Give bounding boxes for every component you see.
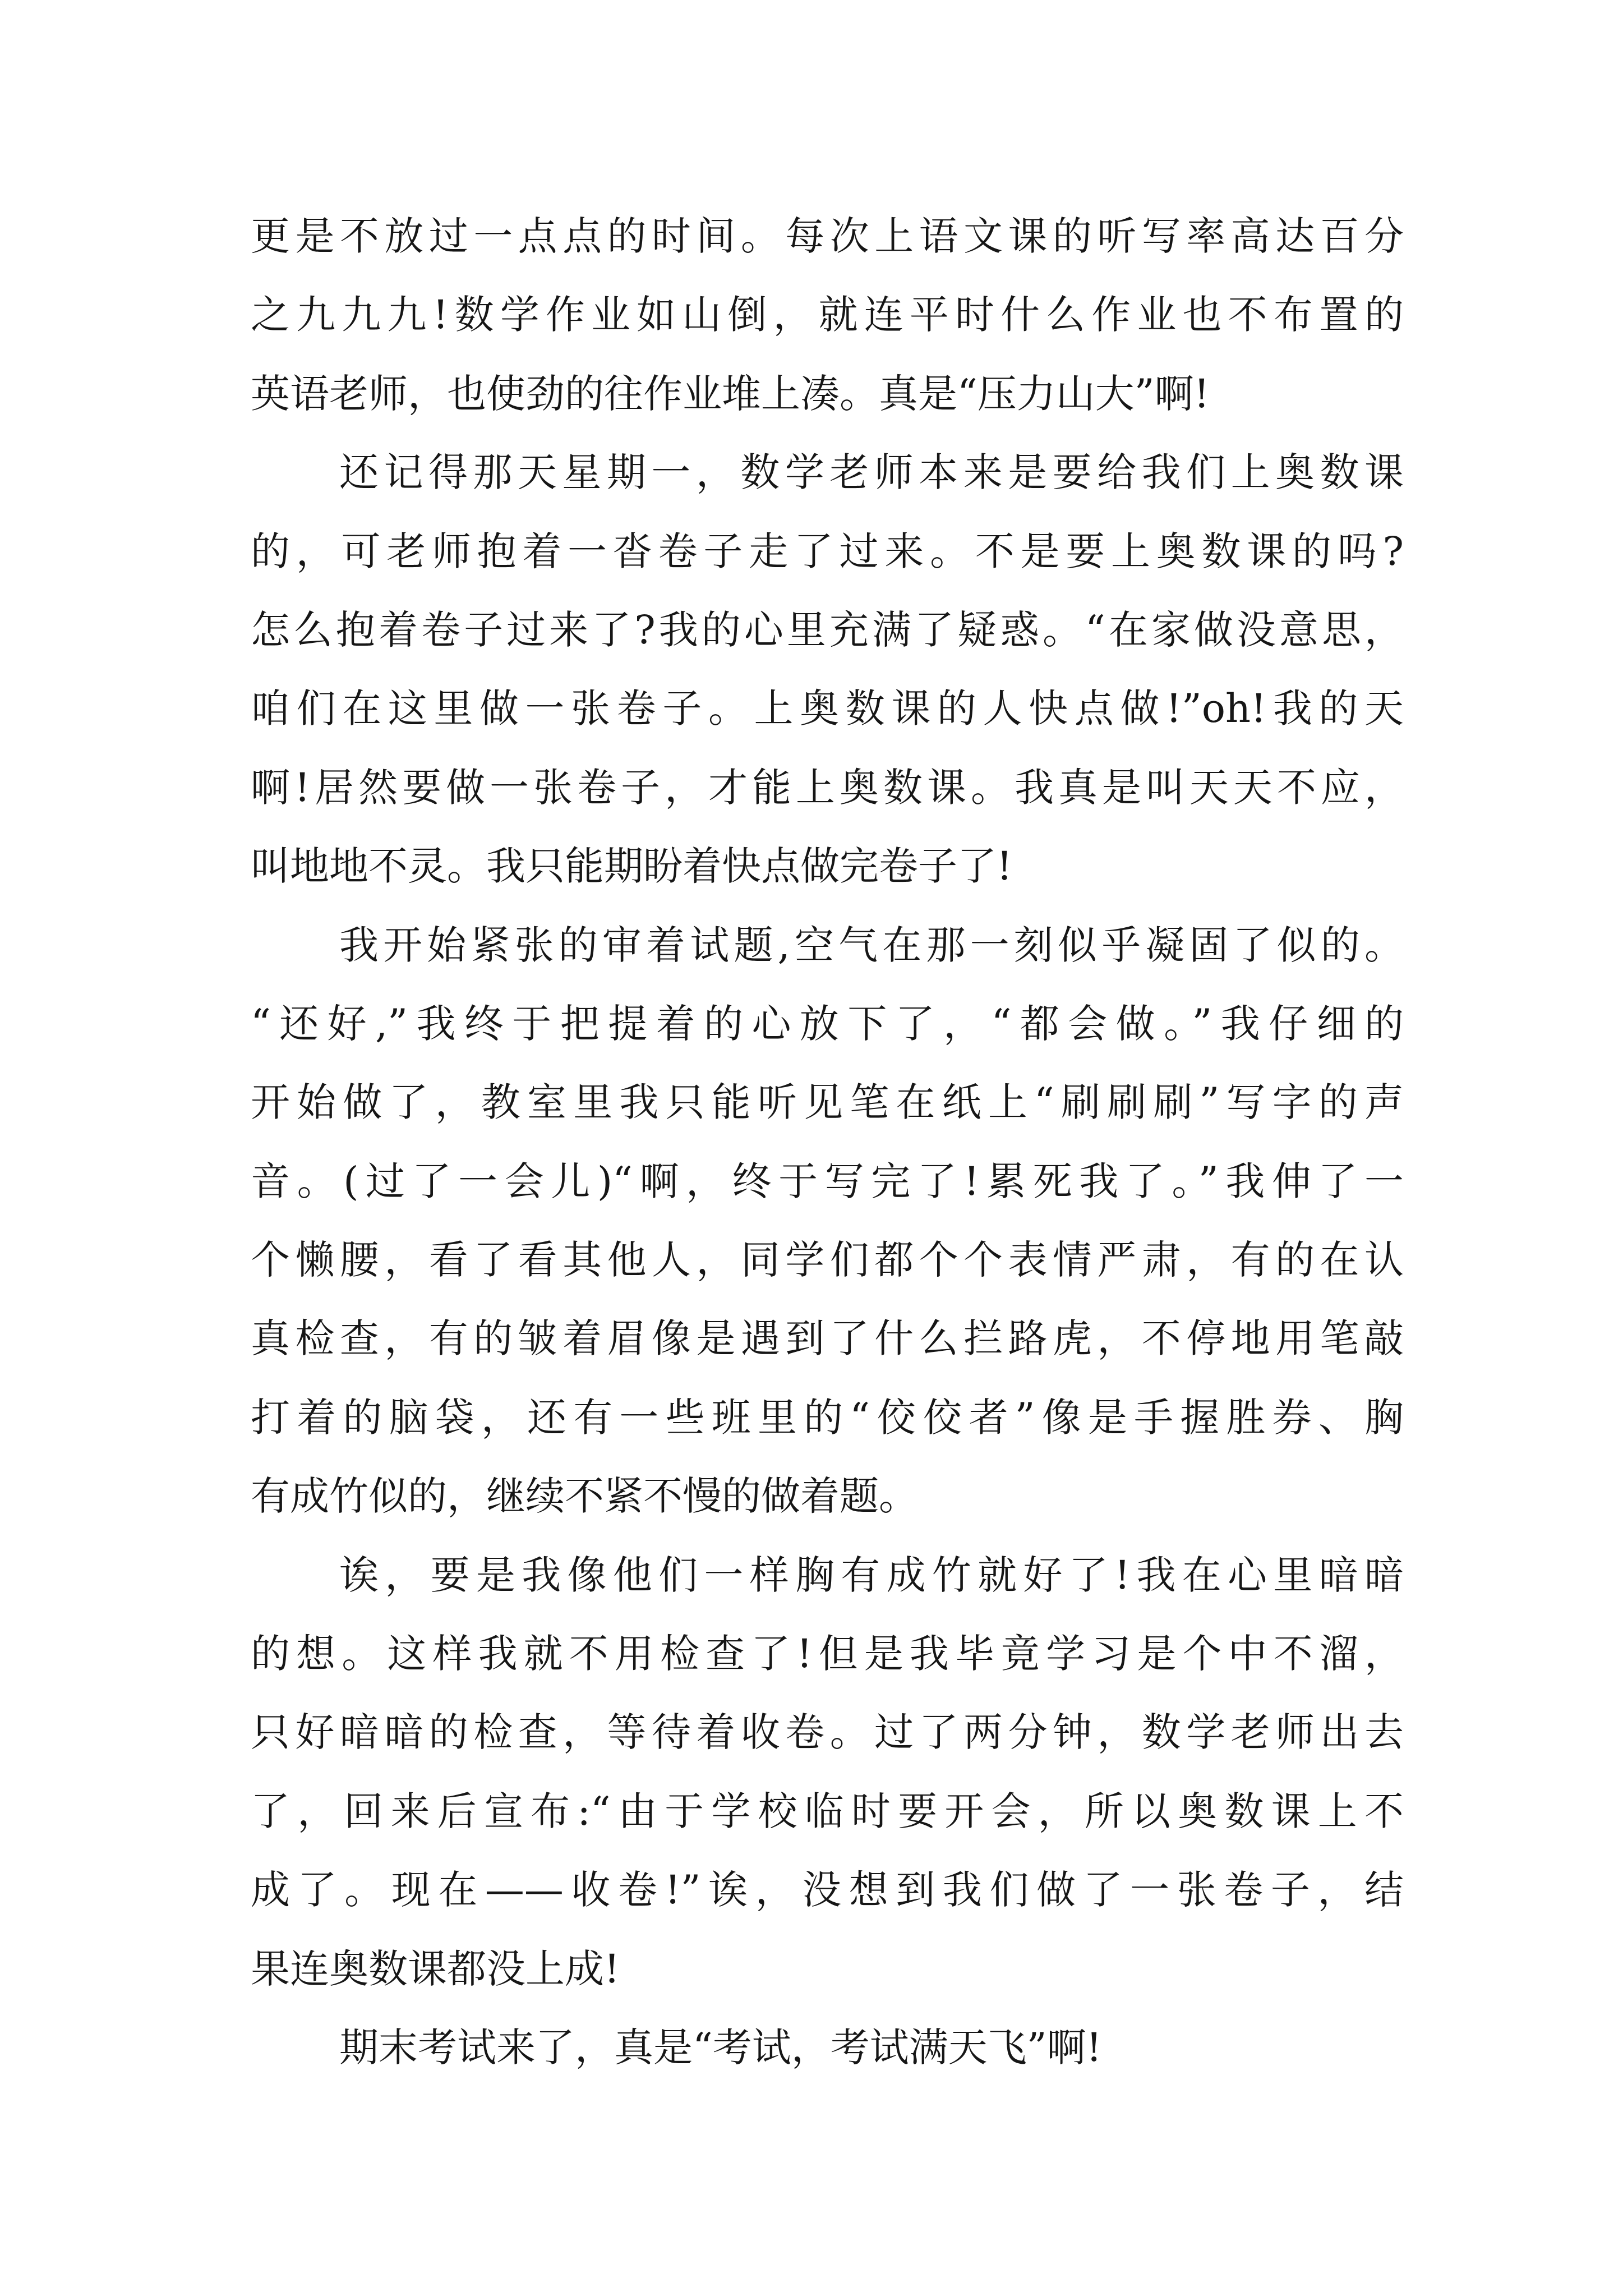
text-line: 啊!居然要做一张卷子，才能上奥数课。我真是叫天天不应， — [251, 764, 1404, 811]
text-line: 叫地地不灵。我只能期盼着快点做完卷子了! — [251, 843, 1013, 890]
paragraph — [251, 433, 1404, 905]
text-line: 咱们在这里做一张卷子。上奥数课的人快点做!”oh!我的天 — [251, 685, 1404, 732]
paragraph — [251, 197, 1404, 433]
text-line: 真检查，有的皱着眉像是遇到了什么拦路虎，不停地用笔敲 — [251, 1315, 1404, 1362]
text-line: 更是不放过一点点的时间。每次上语文课的听写率高达百分 — [251, 213, 1404, 259]
paragraph — [251, 906, 1404, 1536]
paragraph — [251, 2008, 1404, 2087]
text-line: 音。(过了一会儿)“啊，终于写完了!累死我了。”我伸了一 — [251, 1158, 1404, 1204]
text-line: 怎么抱着卷子过来了?我的心里充满了疑惑。“在家做没意思， — [251, 606, 1404, 653]
text-line: “还好,”我终于把提着的心放下了，“都会做。”我仔细的 — [251, 1000, 1404, 1047]
text-line: 成了。现在——收卷!”诶，没想到我们做了一张卷子，结 — [251, 1867, 1404, 1913]
text-line: 果连奥数课都没上成! — [251, 1945, 620, 1992]
text-line: 之九九九!数学作业如山倒，就连平时什么作业也不布置的 — [251, 292, 1404, 338]
text-line: 个懒腰，看了看其他人，同学们都个个表情严肃，有的在认 — [251, 1237, 1404, 1283]
text-line: 英语老师，也使劲的往作业堆上凑。真是“压力山大”啊! — [251, 370, 1210, 417]
text-line: 还记得那天星期一，数学老师本来是要给我们上奥数课 — [339, 449, 1404, 496]
text-line: 的，可老师抱着一沓卷子走了过来。不是要上奥数课的吗? — [251, 528, 1404, 574]
text-line: 期末考试来了，真是“考试，考试满天飞”啊! — [339, 2024, 1102, 2070]
paragraph — [251, 1536, 1404, 2008]
text-line: 了，回来后宣布:“由于学校临时要开会，所以奥数课上不 — [251, 1788, 1404, 1834]
text-line: 诶，要是我像他们一样胸有成竹就好了!我在心里暗暗 — [339, 1552, 1404, 1598]
text-line: 只好暗暗的检查，等待着收卷。过了两分钟，数学老师出去 — [251, 1709, 1404, 1756]
text-line: 开始做了，教室里我只能听见笔在纸上“刷刷刷”写字的声 — [251, 1079, 1404, 1126]
text-line: 我开始紧张的审着试题,空气在那一刻似乎凝固了似的。 — [339, 922, 1404, 968]
text-line: 打着的脑袋，还有一些班里的“佼佼者”像是手握胜券、胸 — [251, 1394, 1404, 1441]
text-line: 有成竹似的，继续不紧不慢的做着题。 — [251, 1473, 918, 1520]
body-text — [251, 197, 1404, 2087]
text-line: 的想。这样我就不用检查了!但是我毕竟学习是个中不溜， — [251, 1631, 1404, 1677]
